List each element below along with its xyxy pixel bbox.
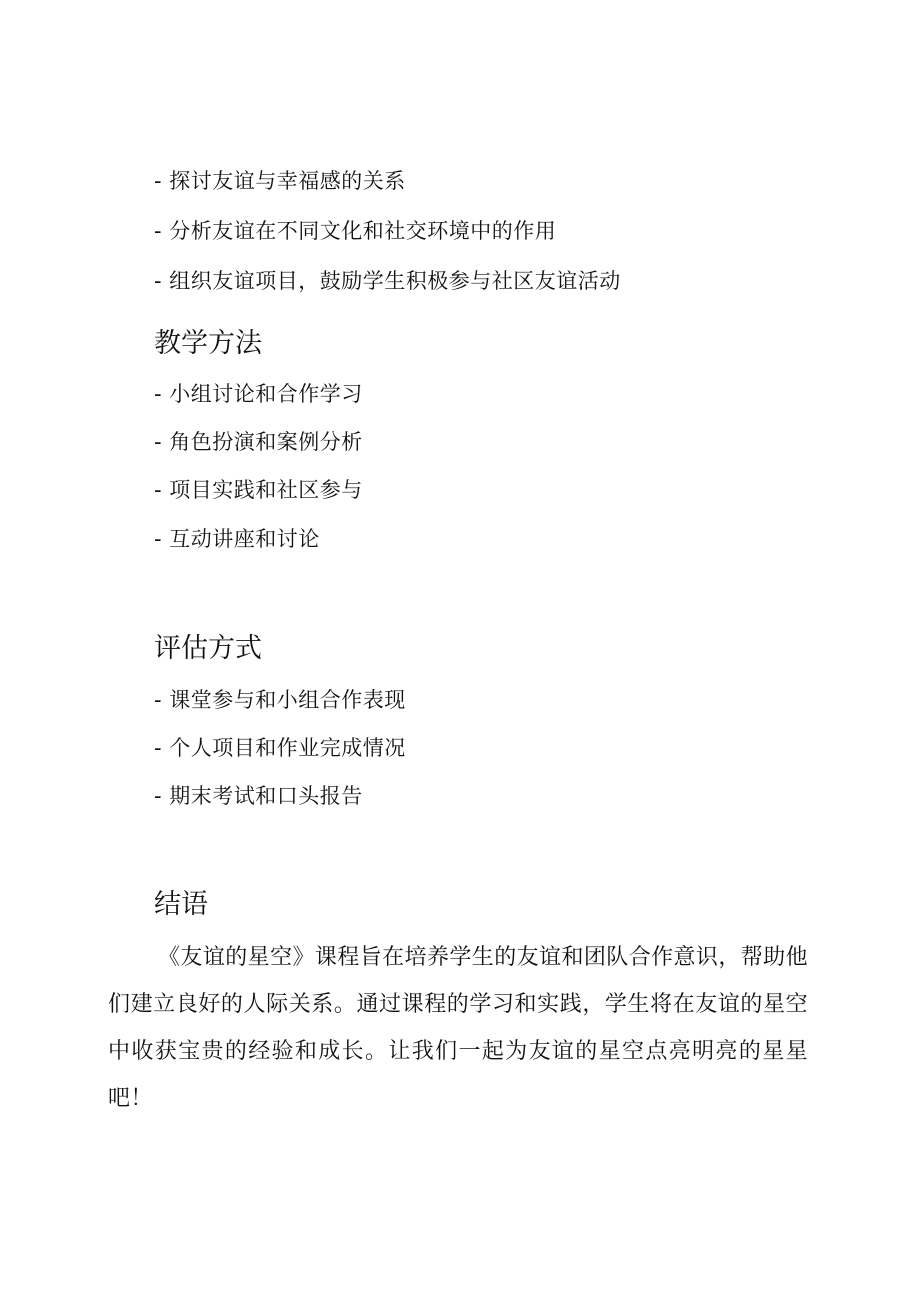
intro-item: - 组织友谊项目，鼓励学生积极参与社区友谊活动 [154, 269, 621, 293]
assessment-item: - 课堂参与和小组合作表现 [154, 688, 406, 712]
methods-item: - 互动讲座和讨论 [154, 527, 320, 551]
methods-item: - 小组讨论和合作学习 [154, 382, 363, 406]
assessment-item: - 期末考试和口头报告 [154, 784, 363, 808]
conclusion-paragraph: 《友谊的星空》课程旨在培养学生的友谊和团队合作意识，帮助他们建立良好的人际关系。通过课程的学习和实践，学生将在友谊的星空中收获宝贵的经验和成长。让我们一起为友谊的星空点亮明亮的星星吧！ [108, 945, 808, 1111]
intro-item: - 分析友谊在不同文化和社交环境中的作用 [154, 219, 557, 243]
intro-item: - 探讨友谊与幸福感的关系 [154, 169, 406, 193]
conclusion-heading: 结语 [154, 889, 208, 920]
methods-item: - 项目实践和社区参与 [154, 478, 363, 502]
assessment-item: - 个人项目和作业完成情况 [154, 736, 406, 760]
methods-item: - 角色扮演和案例分析 [154, 430, 363, 454]
assessment-heading: 评估方式 [154, 633, 262, 664]
methods-heading: 教学方法 [154, 328, 262, 359]
